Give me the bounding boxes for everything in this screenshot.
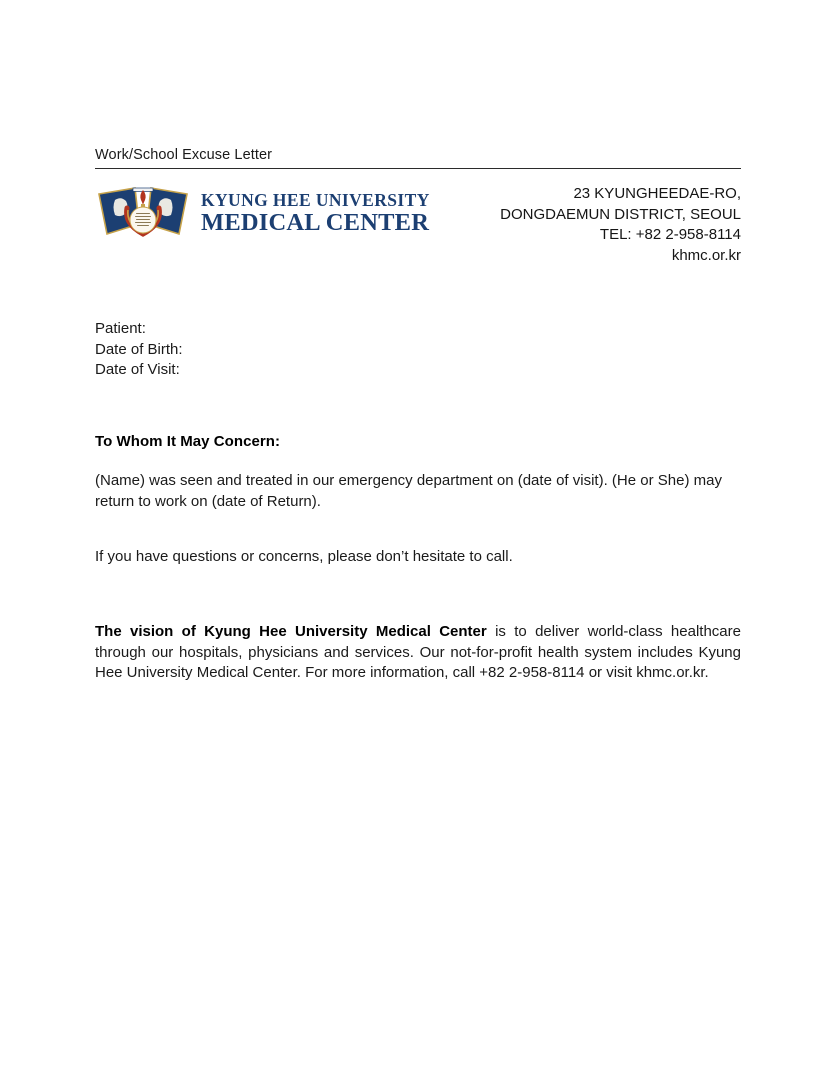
paragraph-contact-invitation: If you have questions or concerns, please don’t hesitate to call.	[95, 548, 513, 565]
header-divider	[95, 168, 741, 169]
hospital-branding	[95, 182, 430, 242]
paragraph-visit-statement: (Name) was seen and treated in our emergency department on (date of visit). (He or She) may return to work on (date of Return).	[95, 472, 722, 510]
patient-info-block	[95, 319, 495, 381]
hospital-name-line2: MEDICAL CENTER	[201, 209, 430, 236]
paragraph-vision-statement	[95, 622, 741, 684]
address-line-street: 23 KYUNGHEEDAE-RO,	[573, 185, 741, 202]
document-header-title: Work/School Excuse Letter	[95, 147, 273, 163]
address-line-website: khmc.or.kr	[671, 246, 741, 264]
address-line-district: DONGDAEMUN DISTRICT, SEOUL	[500, 205, 741, 223]
field-label-date-of-visit: Date of Visit:	[95, 361, 180, 378]
address-line-telephone: TEL: +82 2-958-8114	[599, 226, 741, 243]
vision-body-text: is to deliver world-class healthcare through our hospitals, physicians and services. Our not-for-profit health system includes Kyung Hee University Medical Center. For more information, call +82 2-958-8114 or visit khmc.or.kr.	[95, 623, 741, 681]
field-label-date-of-birth: Date of Birth:	[95, 340, 183, 358]
field-label-patient: Patient:	[95, 320, 146, 337]
hospital-name	[201, 191, 430, 236]
vision-bold-lead: The vision of Kyung Hee University Medical Center	[95, 623, 487, 640]
salutation: To Whom It May Concern:	[95, 433, 281, 450]
hospital-address-block	[500, 182, 741, 266]
letterhead	[95, 182, 741, 266]
university-crest-icon	[95, 184, 191, 242]
document-header	[95, 146, 741, 177]
hospital-name-line1: KYUNG HEE UNIVERSITY	[201, 189, 430, 210]
